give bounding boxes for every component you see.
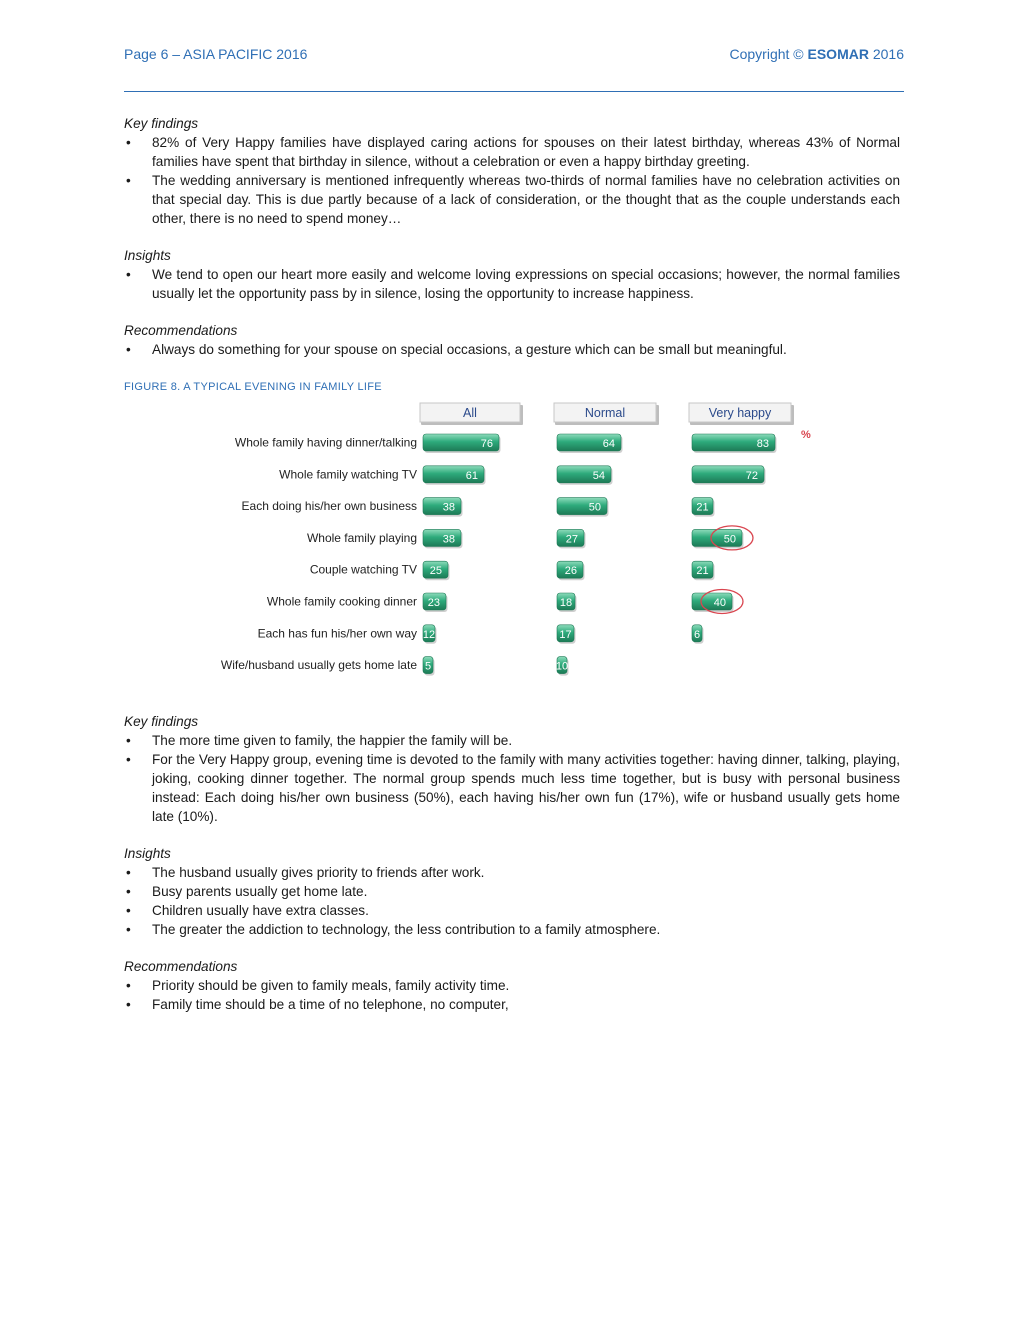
category-label: Couple watching TV (309, 562, 417, 577)
bullet-icon: • (126, 978, 131, 993)
bullet-icon: • (126, 903, 131, 918)
bullet-text: The wedding anniversary is mentioned infrequently whereas two-thirds of normal families have no celebration activities on that special day. This is due partly because of a lack of consideration, or the thought that as the couple understands each other, there is no need to spend money… (152, 173, 900, 226)
bullet-text: We tend to open our heart more easily and welcome loving expressions on special occasions; however, the normal families usually let the opportunity pass by in silence, losing the opportunity to increase happiness. (152, 267, 900, 301)
bullet-icon: • (126, 267, 131, 282)
bullet-list (124, 340, 900, 359)
bullet-item (124, 731, 900, 750)
bullet-item (124, 976, 900, 995)
bullet-item (124, 133, 900, 171)
bar-value-label: 17 (559, 628, 572, 641)
bullet-text: Children usually have extra classes. (152, 903, 369, 918)
bar-value-label: 6 (693, 628, 701, 641)
bullet-text: The greater the addiction to technology, the less contribution to a family atmosphere. (152, 922, 661, 937)
bullet-item (124, 863, 900, 882)
brand-name: ESOMAR (807, 46, 869, 62)
bullet-item (124, 901, 900, 920)
bar-value-label: 64 (602, 438, 615, 450)
bullet-list (124, 265, 900, 303)
bullet-icon: • (126, 733, 131, 748)
recommendations-1 (124, 321, 900, 359)
bullet-item (124, 882, 900, 901)
section-title: Key findings (124, 116, 199, 131)
bullet-list (124, 863, 900, 939)
unit-label: % (801, 429, 811, 441)
bar-chart-svg (215, 398, 825, 680)
bar-value-label: 21 (696, 565, 709, 578)
header-copyright (729, 46, 904, 62)
bullet-icon: • (126, 135, 131, 150)
bar-value-label: 72 (745, 469, 758, 482)
bullet-text: Busy parents usually get home late. (152, 884, 368, 899)
bar-value-label: 50 (588, 501, 601, 514)
figure-title: FIGURE 8. A TYPICAL EVENING IN FAMILY LIFE (124, 381, 382, 393)
bar-value-label: 25 (429, 565, 442, 578)
bullet-item (124, 920, 900, 939)
key-findings-2 (124, 712, 900, 826)
bullet-item (124, 995, 900, 1014)
series-header-label: All (463, 406, 477, 420)
copyright-prefix: Copyright © (729, 46, 808, 62)
bullet-icon: • (126, 865, 131, 880)
bar-value-label: 10 (555, 660, 569, 673)
bar-value-label: 18 (559, 597, 573, 609)
category-label: Wife/husband usually gets home late (220, 658, 417, 673)
bar-value-label: 61 (465, 469, 478, 482)
bar-value-label: 83 (756, 438, 769, 450)
copyright-year: 2016 (868, 46, 904, 62)
header-page-label: Page 6 – ASIA PACIFIC 2016 (124, 46, 308, 62)
insights-1 (124, 246, 900, 303)
bullet-text: 82% of Very Happy families have displayed caring actions for spouses on their latest birthday, whereas 43% of Normal families have spent that birthday in silence, without a celebration or even a happy birthday greeting. (152, 135, 900, 169)
bullet-list (124, 976, 900, 1014)
category-label: Whole family playing (306, 530, 417, 545)
header-rule (124, 91, 904, 92)
bullet-icon: • (126, 997, 131, 1012)
category-label: Whole family having dinner/talking (234, 435, 417, 450)
bar-value-label: 5 (424, 660, 432, 673)
bar-value-label: 50 (723, 533, 736, 546)
category-label: Whole family cooking dinner (266, 594, 417, 609)
insights-2 (124, 844, 900, 939)
section-1 (124, 114, 900, 377)
section-title: Key findings (124, 714, 199, 729)
section-title: Recommendations (124, 323, 238, 338)
page-header (124, 46, 904, 66)
bullet-item (124, 340, 900, 359)
section-title: Recommendations (124, 959, 238, 974)
category-label: Each has fun his/her own way (257, 626, 417, 641)
category-label: Whole family watching TV (279, 467, 417, 482)
bullet-text: The more time given to family, the happier the family will be. (152, 733, 513, 748)
bullet-item (124, 265, 900, 303)
bar-value-label: 12 (422, 628, 436, 641)
bar-value-label: 23 (427, 597, 440, 609)
section-title: Insights (124, 846, 171, 861)
bullet-icon: • (126, 752, 131, 767)
bar-value-label: 27 (565, 533, 578, 546)
figure-chart (215, 398, 825, 680)
section-2 (124, 712, 900, 1032)
bar (692, 593, 732, 610)
bullet-list (124, 133, 900, 228)
bullet-item (124, 750, 900, 826)
series-header-label: Very happy (708, 406, 772, 420)
bar-value-label: 54 (592, 469, 605, 482)
bullet-text: For the Very Happy group, evening time is devoted to the family with many activities together: having dinner, talking, playing, joking, cooking dinner together. The normal group spends much less time together, but is busy with personal business instead: Each doing his/her own business (50%), each having his/her own fun (17%), wife or husband usually gets home late (10%). (152, 752, 900, 824)
section-title: Insights (124, 248, 171, 263)
bar-value-label: 40 (713, 597, 726, 609)
bullet-text: Always do something for your spouse on special occasions, a gesture which can be small but meaningful. (152, 342, 787, 357)
bullet-text: Family time should be a time of no telephone, no computer, (152, 997, 509, 1012)
bullet-icon: • (126, 922, 131, 937)
bar-value-label: 38 (442, 533, 455, 546)
bullet-text: The husband usually gives priority to friends after work. (152, 865, 485, 880)
bullet-icon: • (126, 173, 131, 188)
recommendations-2 (124, 957, 900, 1014)
bullet-list (124, 731, 900, 826)
bullet-text: Priority should be given to family meals, family activity time. (152, 978, 510, 993)
bar-value-label: 26 (564, 565, 577, 578)
bullet-icon: • (126, 884, 131, 899)
bar-value-label: 38 (442, 501, 455, 514)
bar-value-label: 76 (480, 438, 493, 450)
key-findings-1 (124, 114, 900, 228)
bar-value-label: 21 (696, 501, 709, 514)
category-label: Each doing his/her own business (241, 499, 417, 514)
series-header-label: Normal (584, 406, 626, 420)
bullet-icon: • (126, 342, 131, 357)
bullet-item (124, 171, 900, 228)
